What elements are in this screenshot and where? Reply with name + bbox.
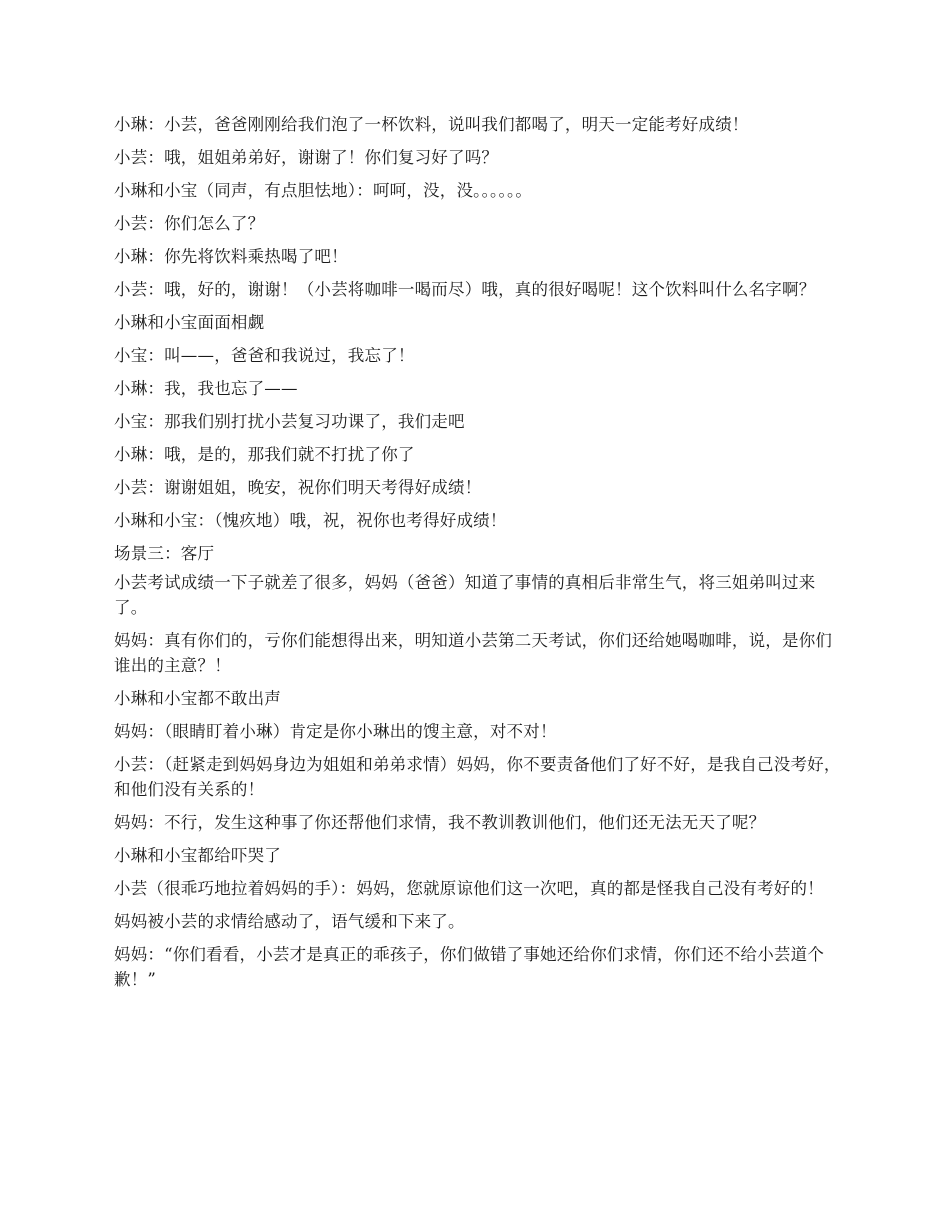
paragraph: 小芸：哦，好的，谢谢！（小芸将咖啡一喝而尽）哦，真的很好喝呢！这个饮料叫什么名字啊？ bbox=[114, 280, 816, 299]
paragraph: 小芸考试成绩一下子就差了很多，妈妈（爸爸）知道了事情的真相后非常生气，将三姐弟叫过来了。 bbox=[114, 573, 816, 617]
paragraph: 妈妈：真有你们的，亏你们能想得出来，明知道小芸第二天考试，你们还给她喝咖啡，说，是你们谁出的主意？！ bbox=[114, 631, 833, 675]
paragraph: 小琳和小宝面面相觑 bbox=[114, 313, 265, 332]
paragraph: 小芸：哦，姐姐弟弟好，谢谢了！你们复习好了吗？ bbox=[114, 148, 499, 167]
paragraph: 妈妈：不行，发生这种事了你还帮他们求情，我不教训教训他们，他们还无法无天了呢？ bbox=[114, 813, 766, 832]
paragraph: 小宝：叫——，爸爸和我说过，我忘了！ bbox=[114, 346, 415, 365]
document-body bbox=[114, 112, 842, 1000]
paragraph: 小琳：小芸，爸爸刚刚给我们泡了一杯饮料，说叫我们都喝了，明天一定能考好成绩！ bbox=[114, 115, 749, 134]
paragraph: 妈妈：（眼睛盯着小琳）肯定是你小琳出的馊主意，对不对！ bbox=[114, 722, 557, 741]
paragraph: 妈妈被小芸的求情给感动了，语气缓和下来了。 bbox=[114, 912, 465, 931]
paragraph: 小琳：你先将饮料乘热喝了吧！ bbox=[114, 247, 348, 266]
paragraph: 小琳和小宝：（愧疚地）哦，祝，祝你也考得好成绩！ bbox=[114, 511, 507, 530]
paragraph: 小芸（很乖巧地拉着妈妈的手）：妈妈，您就原谅他们这一次吧，真的都是怪我自己没有考好的！ bbox=[114, 879, 824, 898]
paragraph: 小芸：谢谢姐姐，晚安，祝你们明天考得好成绩！ bbox=[114, 478, 482, 497]
paragraph: 小宝：那我们别打扰小芸复习功课了，我们走吧 bbox=[114, 412, 465, 431]
paragraph: 小芸：你们怎么了？ bbox=[114, 214, 265, 233]
paragraph: 小芸：（赶紧走到妈妈身边为姐姐和弟弟求情）妈妈，你不要责备他们了好不好，是我自己没考好，和他们没有关系的！ bbox=[114, 755, 841, 799]
paragraph: 小琳和小宝都给吓哭了 bbox=[114, 846, 281, 865]
paragraph: 小琳：我，我也忘了—— bbox=[114, 379, 298, 398]
paragraph: 小琳和小宝（同声，有点胆怯地）：呵呵，没，没。。。。。。 bbox=[114, 181, 533, 200]
scene-heading: 场景三：客厅 bbox=[114, 544, 215, 563]
paragraph: 妈妈：“你们看看，小芸才是真正的乖孩子，你们做错了事她还给你们求情，你们还不给小芸道个歉！” bbox=[114, 945, 825, 989]
paragraph: 小琳和小宝都不敢出声 bbox=[114, 689, 281, 708]
paragraph: 小琳：哦，是的，那我们就不打扰了你了 bbox=[114, 445, 415, 464]
